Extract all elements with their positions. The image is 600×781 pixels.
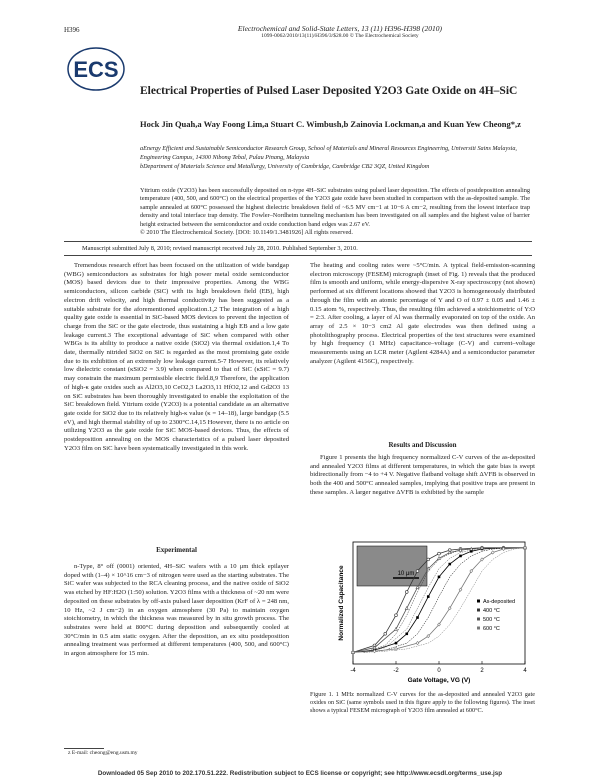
paper-title: Electrical Properties of Pulsed Laser Deposited Y2O3 Gate Oxide on 4H–SiC xyxy=(140,85,518,97)
cv-chart xyxy=(333,538,533,688)
intro-paragraph: Tremendous research effort has been focused on the utilization of wide bandgap (WBG) semiconductors as substrates for high power metal oxide semiconductor (MOS) based devices due to their impressive properties. Among the WBG semiconductors, silicon carbide (SiC) with its high breakdown field (EB), high electron drift velocity, and high thermal conductivity has been suggested as a suitable substrate for the aforementioned application.1,2 The integration of a high quality gate oxide is essential in SiC-based MOS devices to prevent the injection of charge from the SiC or the gate electrode, thus sustaining a high EB and a low gate leakage current.3 The exceptional advantage of SiC when compared with other WBGs is its ability to produce a native oxide (SiO2) via thermal oxidation.1,4 To date, thermally nitrided SiO2 on SiC is regarded as the most promising gate oxide due to its exhibition of an extremely low leakage current.5-7 However, its relatively low dielectric constant (κSiO2 = 3.9) when compared to that of SiC (κSiC = 9.7) may constrain the maximum permissible electric field.8,9 Therefore, the application of high-κ gate oxides such as Al2O3,10 CeO2,3 La2O3,11 HfO2,12 and Gd2O3 13 on SiC substrates has been thoroughly investigated to enable the exploitation of the SiC breakdown field. Yttrium oxide (Y2O3) is a potential candidate as an alternative gate oxide for SiO2 due to its relatively high-κ value (κ = 14–18), large bandgap (5.5 eV), and high thermal stability of up to 2300°C.14,15 However, there is no article on utilizing Y2O3 as the gate oxide for SiC MOS-based devices. Thus, the effects of postdeposition annealing on the MOS characteristics of a pulsed laser deposited Y2O3 film on SiC have been systematically investigated in this work. xyxy=(64,262,289,452)
data-point xyxy=(395,642,398,645)
ecs-logo-text: ECS xyxy=(73,57,119,82)
copyright-line: © 2010 The Electrochemical Society. [DOI: 10.1149/1.3481926] All rights reserved. xyxy=(140,229,353,237)
y-axis-label: Normalized Capacitance xyxy=(338,565,345,641)
x-tick-label: -4 xyxy=(350,668,356,674)
abstract xyxy=(140,187,530,237)
data-point xyxy=(416,616,419,619)
x-axis-label: Gate Voltage, VG (V) xyxy=(407,677,471,684)
data-point xyxy=(405,632,408,635)
divider xyxy=(64,255,532,256)
x-tick-label: -2 xyxy=(393,668,399,674)
results-paragraph: Figure 1 presents the high frequency normalized C-V curves of the as-deposited and annealed Y2O3 films at different temperatures, in which the gate bias is swept bidirectionally from −4 to +4 V. Negative flatband voltage shift ΔVFB is observed in both the 400 and 500°C annealed samples, implying that positive traps are present in these samples. A larger negative ΔVFB is exhibited by the sample xyxy=(310,454,535,496)
inset-scale-label: 10 μm xyxy=(397,571,415,577)
fesem-inset xyxy=(357,546,427,586)
divider xyxy=(64,241,532,242)
results-column xyxy=(310,454,535,498)
experimental-paragraph: n-Type, 8° off (0001) oriented, 4H–SiC wafers with a 10 μm thick epilayer doped with (1–4) × 10^16 cm−3 of nitrogen were used as the starting substrates. The SiC wafer was subjected to the RCA cleaning process, and the native oxide of SiO2 was etched by HF:H2O (1:50) solution. Y2O3 films with a thickness of ~20 nm were deposited on these substrates by off-axis pulsed laser deposition (KrF of λ = 248 nm, 10 Hz, ~2 J cm−2) in an oxygen atmosphere (30 Pa) to maintain oxygen stoichiometry, in which the thickness was measured by in situ growth process. The substrates were held at 800°C during deposition and subsequently cooled at 30°C/min in 0.5 atm static oxygen. After the deposition, an ex situ postdeposition annealing treatment was performed at different temperatures (400, 500, and 600°C) in argon atmosphere for 15 min. xyxy=(64,563,289,658)
data-point xyxy=(384,632,387,635)
download-notice: Downloaded 05 Sep 2010 to 202.170.51.222. Redistribution subject to ECS license or copyright; see http://www.ecsdl.org/terms_use.jsp xyxy=(97,770,503,777)
methods-paragraph: The heating and cooling rates were ~5°C/min. A typical field-emission-scanning electron microscopy (FESEM) micrograph (inset of Fig. 1) reveals that the produced film is smooth and uniform, while energy-dispersive X-ray spectroscopy (not shown) performed at six different locations showed that Y2O3 is homogeneously distributed through the film with an atomic percentage of Y and O of 0.97 ± 0.05 and 1.46 ± 0.15 atom %, respectively. Thus, the resulting film achieved a stoichiometric of Y:O = 2:3. After cooling, a layer of Al was thermally evaporated on top of the oxide. An array of 2.5 × 10−3 cm2 Al gate electrodes was then defined using a photolithography process. Electrical properties of the test structures were examined by high frequency (1 MHz) capacitance–voltage (C-V) and current–voltage measurements using an LCR meter (Agilent 4284A) and a semiconductor parameter analyzer (Agilent 4156C), respectively. xyxy=(310,262,535,365)
abstract-text: Yttrium oxide (Y2O3) has been successfully deposited on n-type 4H–SiC substrates using pulsed laser deposition. The effects of postdeposition annealing temperature (400, 500, and 600°C) on the electrical properties of the Y2O3 gate oxide have been studied in comparison with the as-deposited sample. The sample annealed at 600°C possessed the highest dielectric breakdown field of ~6.5 MV cm−1 at 10−6 A cm−2, resulting from the lowest interface trap density and total interface trap density. The Fowler–Nordheim tunneling mechanism has been investigated on all samples and the highest value of barrier height extracted between the semiconductor and oxide conduction band edges was 2.67 eV. xyxy=(140,187,530,228)
figure-caption: Figure 1. 1 MHz normalized C-V curves for the as-deposited and annealed Y2O3 gate oxides on SiC (same symbols used in this figure apply to the following figures). The inset shows a typical FESEM micrograph of Y2O3 film annealed at 600°C. xyxy=(310,691,535,715)
issn-line: 1099-0062/2010/13(11)/H396/3/$28.00 © The Electrochemical Society xyxy=(261,33,419,39)
intro-column xyxy=(64,262,289,453)
legend-label: 600 °C xyxy=(483,626,500,632)
x-tick-label: 2 xyxy=(480,668,484,674)
x-tick-label: 0 xyxy=(437,668,441,674)
page-number: H396 xyxy=(64,26,80,34)
data-point xyxy=(448,563,451,566)
experimental-heading: Experimental xyxy=(156,546,197,554)
manuscript-history: Manuscript submitted July 8, 2010; revised manuscript received July 28, 2010. Published September 3, 2010. xyxy=(82,245,358,252)
data-point xyxy=(438,576,441,579)
legend-marker xyxy=(477,618,480,621)
legend-label: 400 °C xyxy=(483,608,500,614)
x-tick-label: 4 xyxy=(523,668,527,674)
affiliation-a: aEnergy Efficient and Sustainable Semiconductor Research Group, School of Materials and Mineral Resources Engineering, Universiti Sains Malaysia, Engineering Campus, 14300 Nibong Tebal, Pulau Pinang, Malaysia xyxy=(140,145,517,161)
legend-marker xyxy=(477,609,480,612)
author-list: Hock Jin Quah,a Way Foong Lim,a Stuart C. Wimbush,b Zainovia Lockman,a and Kuan Yew Cheong*,z xyxy=(140,119,521,129)
legend-label: As-deposited xyxy=(483,599,516,605)
data-point xyxy=(395,614,398,617)
affiliation-b: bDepartment of Materials Science and Metallurgy, University of Cambridge, Cambridge CB2 3QZ, United Kingdom xyxy=(140,163,430,171)
experimental-column xyxy=(64,563,289,659)
legend-marker xyxy=(477,600,480,603)
journal-citation: Electrochemical and Solid-State Letters, 13 (11) H396-H398 (2010) xyxy=(237,24,443,33)
affiliations xyxy=(140,145,530,173)
data-point xyxy=(427,595,430,598)
footnote-divider xyxy=(64,748,104,749)
results-heading: Results and Discussion xyxy=(388,441,457,449)
ecs-logo xyxy=(66,46,126,92)
data-point xyxy=(405,591,408,594)
right-column-top xyxy=(310,262,535,366)
data-point xyxy=(459,555,462,558)
data-point xyxy=(416,570,419,573)
data-point xyxy=(438,552,441,555)
legend-marker xyxy=(477,627,480,630)
footnote: z E-mail: cheong@eng.usm.my xyxy=(68,750,138,756)
data-point xyxy=(427,558,430,561)
legend-label: 500 °C xyxy=(483,617,500,623)
